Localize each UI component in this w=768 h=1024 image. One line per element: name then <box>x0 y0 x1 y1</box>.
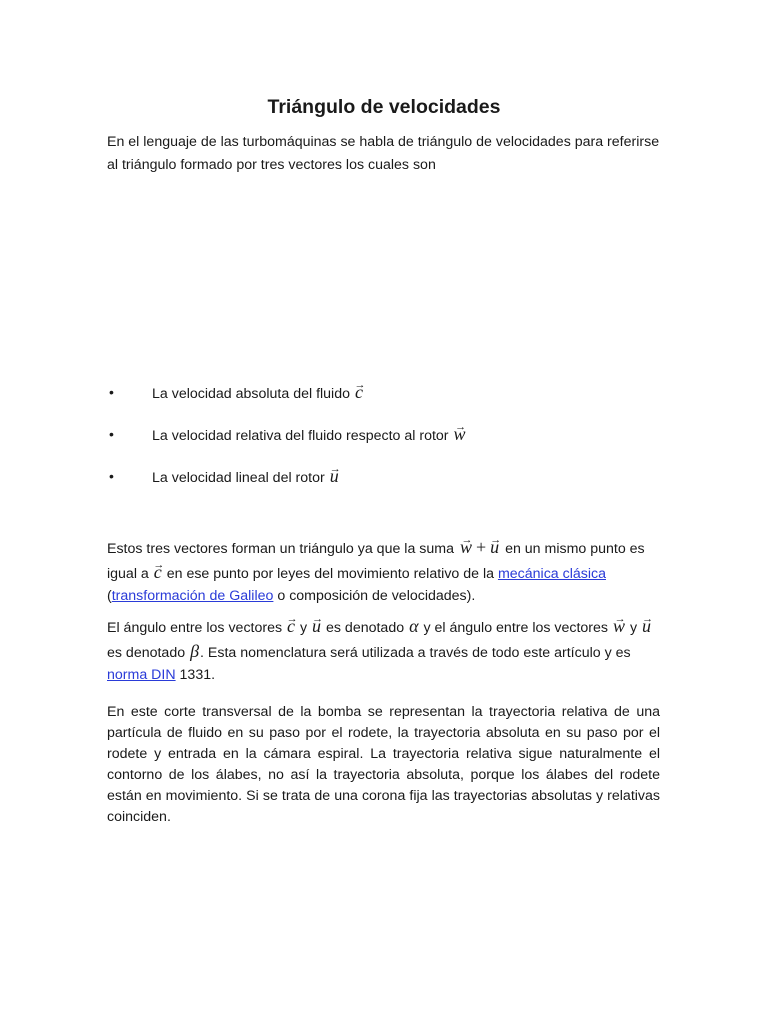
bullet-marker: • <box>109 426 114 442</box>
link-transformacion-galileo[interactable]: transformación de Galileo <box>111 588 274 604</box>
triangle-sum-paragraph <box>107 536 660 608</box>
list-item-rotor-velocity <box>107 464 660 506</box>
link-norma-din[interactable]: norma DIN <box>107 667 176 683</box>
text-span: El ángulo entre los vectores <box>107 620 283 636</box>
vector-c-symbol: → c <box>286 615 296 638</box>
intro-paragraph: En el lenguaje de las turbomáquinas se habla de triángulo de velocidades para referirse al triángulo formado por tres vectores los cuales son <box>107 134 660 173</box>
text-span: 1331. <box>179 667 216 683</box>
list-item-relative-velocity <box>107 422 660 464</box>
text-span: . Esta nomenclatura será utilizada a través de todo este artículo y es <box>200 644 631 661</box>
cross-section-paragraph: En este corte transversal de la bomba se representan la trayectoria relativa de una partícula de fluido en su paso por el rodete, la trayectoria absoluta en su paso por el rodete y entrada en la cámara espiral. La trayectoria relativa sigue naturalmente el contorno de los álabes, no así la trayectoria absoluta, porque los álabes del rodete están en movimiento. Si se trata de una corona fija las trayectorias absolutas y relativas coinciden. <box>107 704 660 825</box>
text-span: en ese punto por leyes del movimiento relativo de la <box>166 565 495 582</box>
vector-w-symbol: → w <box>612 615 626 638</box>
list-item-text <box>152 422 467 448</box>
text-span: es denotado <box>107 644 186 661</box>
text-span: en un mismo punto es igual a <box>107 541 645 582</box>
text-span: y <box>300 620 308 636</box>
angles-paragraph <box>107 615 660 687</box>
vector-c-symbol: → c <box>354 380 364 404</box>
text-span: es denotado <box>326 620 405 636</box>
bullet-marker: • <box>109 384 114 400</box>
text-span: ( <box>107 588 112 604</box>
plus-operator: + <box>475 537 487 557</box>
vector-u-symbol: → u <box>311 615 322 638</box>
text-span: y el ángulo entre los vectores <box>423 620 609 636</box>
bullet-list <box>107 380 660 506</box>
text-span: o composición de velocidades). <box>277 588 476 604</box>
alpha-symbol: α <box>409 616 419 636</box>
list-item-label: La velocidad lineal del rotor <box>152 470 325 486</box>
vector-c-symbol: → c <box>153 561 163 584</box>
list-item-text <box>152 380 364 406</box>
text-span: y <box>629 620 638 636</box>
vector-w-symbol: → w <box>459 536 473 559</box>
vector-u-symbol: → u <box>489 536 500 559</box>
vector-u-symbol: → u <box>329 464 340 488</box>
beta-symbol: β <box>190 640 200 661</box>
link-mecanica-clasica[interactable]: mecánica clásica <box>497 565 606 582</box>
bullet-marker: • <box>109 468 114 484</box>
page-title: Triángulo de velocidades <box>267 96 501 118</box>
text-span: Estos tres vectores forman un triángulo ya que la suma <box>107 541 454 557</box>
vector-u-symbol: → u <box>641 615 652 638</box>
list-item-label: La velocidad absoluta del fluido <box>152 386 350 402</box>
vector-sum-expression <box>458 536 501 559</box>
vector-w-symbol: → w <box>452 422 466 446</box>
list-item-absolute-velocity <box>107 380 660 422</box>
list-item-text <box>152 464 340 490</box>
list-item-label: La velocidad relativa del fluido respecto al rotor <box>152 428 449 444</box>
